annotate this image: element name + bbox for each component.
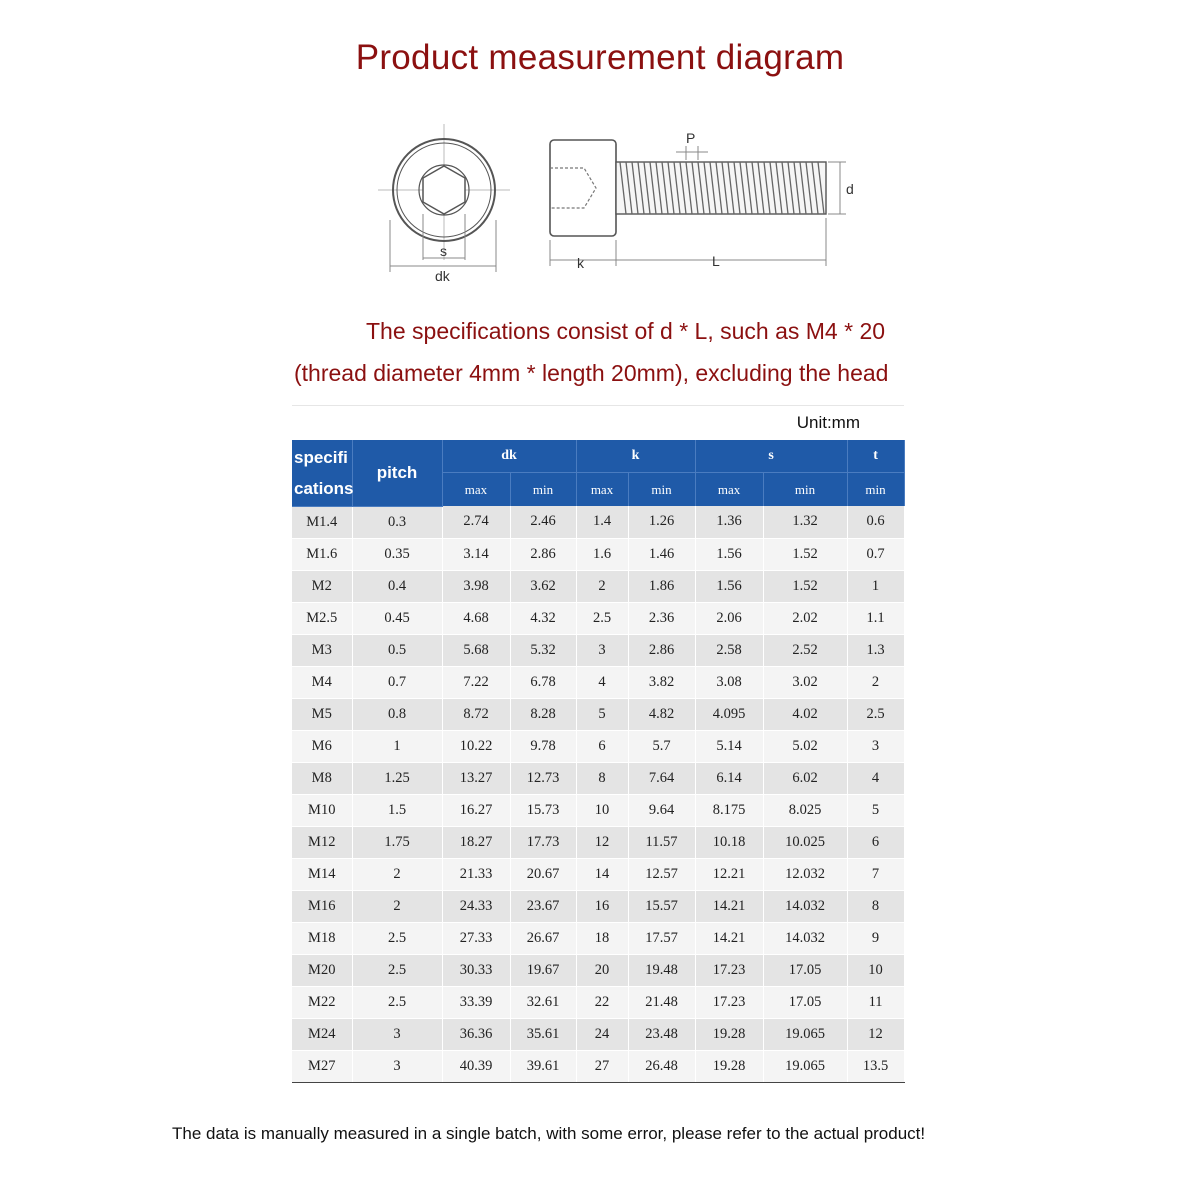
table-cell: M4 xyxy=(292,666,352,698)
table-cell: 4.82 xyxy=(628,698,695,730)
spec-table xyxy=(292,440,905,1083)
header-dk: dk xyxy=(442,440,576,473)
table-cell: 17.73 xyxy=(510,826,576,858)
table-row xyxy=(292,826,904,858)
spec-description-line-2: (thread diameter 4mm * length 20mm), excluding the head xyxy=(294,360,889,386)
table-cell: 14.21 xyxy=(695,922,763,954)
table-cell: 6 xyxy=(576,730,628,762)
table-row xyxy=(292,602,904,634)
table-cell: 10.025 xyxy=(763,826,847,858)
table-cell: 24 xyxy=(576,1018,628,1050)
table-cell: M8 xyxy=(292,762,352,794)
table-cell: 14.21 xyxy=(695,890,763,922)
table-row xyxy=(292,1050,904,1082)
table-cell: 3.08 xyxy=(695,666,763,698)
table-cell: 5 xyxy=(576,698,628,730)
table-cell: 3.02 xyxy=(763,666,847,698)
spec-table-body xyxy=(292,506,904,1082)
table-cell: 18 xyxy=(576,922,628,954)
subheader-cell: max xyxy=(695,473,763,507)
header-specifications: specifi cations xyxy=(292,440,352,506)
table-cell: 16 xyxy=(576,890,628,922)
table-cell: 1.25 xyxy=(352,762,442,794)
table-cell: 2.58 xyxy=(695,634,763,666)
table-cell: 4.095 xyxy=(695,698,763,730)
table-cell: 5.02 xyxy=(763,730,847,762)
table-cell: M24 xyxy=(292,1018,352,1050)
table-row xyxy=(292,506,904,538)
table-cell: 12 xyxy=(576,826,628,858)
table-cell: 3 xyxy=(847,730,904,762)
table-cell: 21.33 xyxy=(442,858,510,890)
table-cell: 2.5 xyxy=(352,922,442,954)
table-cell: M22 xyxy=(292,986,352,1018)
label-p: P xyxy=(686,130,696,146)
table-cell: 8 xyxy=(847,890,904,922)
table-cell: 2.5 xyxy=(352,986,442,1018)
table-row xyxy=(292,1018,904,1050)
table-cell: 19.48 xyxy=(628,954,695,986)
table-cell: 2.02 xyxy=(763,602,847,634)
table-cell: 1.6 xyxy=(576,538,628,570)
table-cell: 0.35 xyxy=(352,538,442,570)
table-cell: 10.22 xyxy=(442,730,510,762)
table-row xyxy=(292,762,904,794)
table-cell: M20 xyxy=(292,954,352,986)
table-cell: 5.32 xyxy=(510,634,576,666)
label-d: d xyxy=(846,181,854,197)
table-cell: 3.14 xyxy=(442,538,510,570)
table-row xyxy=(292,922,904,954)
table-cell: 0.7 xyxy=(847,538,904,570)
subheader-cell: max xyxy=(442,473,510,507)
table-cell: 35.61 xyxy=(510,1018,576,1050)
table-cell: 23.48 xyxy=(628,1018,695,1050)
bolt-measurement-diagram xyxy=(370,110,870,300)
table-cell: 8.28 xyxy=(510,698,576,730)
label-dk: dk xyxy=(435,268,450,284)
table-cell: 17.23 xyxy=(695,986,763,1018)
table-cell: 0.5 xyxy=(352,634,442,666)
table-cell: 17.57 xyxy=(628,922,695,954)
table-row xyxy=(292,698,904,730)
table-cell: 2.06 xyxy=(695,602,763,634)
table-cell: 22 xyxy=(576,986,628,1018)
table-cell: 4.68 xyxy=(442,602,510,634)
table-cell: 36.36 xyxy=(442,1018,510,1050)
table-cell: 5.7 xyxy=(628,730,695,762)
table-cell: 9.64 xyxy=(628,794,695,826)
table-cell: 10.18 xyxy=(695,826,763,858)
table-cell: 17.05 xyxy=(763,986,847,1018)
table-cell: 1.4 xyxy=(576,506,628,538)
table-cell: 12.032 xyxy=(763,858,847,890)
table-cell: 8 xyxy=(576,762,628,794)
table-cell: 2 xyxy=(352,858,442,890)
unit-row xyxy=(292,406,904,440)
table-cell: 5.14 xyxy=(695,730,763,762)
table-cell: 6.78 xyxy=(510,666,576,698)
table-cell: 0.3 xyxy=(352,506,442,538)
table-cell: 18.27 xyxy=(442,826,510,858)
table-cell: 3 xyxy=(352,1018,442,1050)
table-cell: 1.56 xyxy=(695,538,763,570)
table-row xyxy=(292,634,904,666)
table-cell: 11.57 xyxy=(628,826,695,858)
table-cell: 1 xyxy=(352,730,442,762)
table-cell: 3.82 xyxy=(628,666,695,698)
table-cell: 15.73 xyxy=(510,794,576,826)
header-s: s xyxy=(695,440,847,473)
subheader-cell: min xyxy=(628,473,695,507)
table-cell: 8.175 xyxy=(695,794,763,826)
table-cell: M27 xyxy=(292,1050,352,1082)
table-cell: 1.56 xyxy=(695,570,763,602)
table-cell: M10 xyxy=(292,794,352,826)
table-cell: 1.1 xyxy=(847,602,904,634)
subheader-cell: min xyxy=(847,473,904,507)
table-cell: M6 xyxy=(292,730,352,762)
table-cell: 13.5 xyxy=(847,1050,904,1082)
table-cell: 17.05 xyxy=(763,954,847,986)
table-cell: 13.27 xyxy=(442,762,510,794)
table-cell: M3 xyxy=(292,634,352,666)
table-cell: 20.67 xyxy=(510,858,576,890)
table-cell: 3.62 xyxy=(510,570,576,602)
table-cell: 3 xyxy=(352,1050,442,1082)
table-cell: 2 xyxy=(847,666,904,698)
table-cell: 16.27 xyxy=(442,794,510,826)
table-cell: M1.6 xyxy=(292,538,352,570)
table-cell: 0.45 xyxy=(352,602,442,634)
table-cell: 19.28 xyxy=(695,1018,763,1050)
table-cell: 4.32 xyxy=(510,602,576,634)
table-cell: 12.57 xyxy=(628,858,695,890)
table-cell: 0.7 xyxy=(352,666,442,698)
table-cell: 1.52 xyxy=(763,570,847,602)
table-cell: 9.78 xyxy=(510,730,576,762)
table-cell: 33.39 xyxy=(442,986,510,1018)
table-cell: 1.32 xyxy=(763,506,847,538)
table-cell: 6 xyxy=(847,826,904,858)
table-row xyxy=(292,538,904,570)
label-s: s xyxy=(440,243,447,259)
table-cell: 2.36 xyxy=(628,602,695,634)
table-cell: 10 xyxy=(847,954,904,986)
table-cell: 4.02 xyxy=(763,698,847,730)
table-row xyxy=(292,666,904,698)
header-t: t xyxy=(847,440,904,473)
table-cell: 12 xyxy=(847,1018,904,1050)
table-cell: 2.5 xyxy=(576,602,628,634)
page-title: Product measurement diagram xyxy=(355,38,845,77)
table-cell: 19.065 xyxy=(763,1018,847,1050)
table-cell: 6.14 xyxy=(695,762,763,794)
table-cell: 26.67 xyxy=(510,922,576,954)
table-cell: 2.46 xyxy=(510,506,576,538)
table-cell: 40.39 xyxy=(442,1050,510,1082)
table-row xyxy=(292,794,904,826)
table-cell: 2.74 xyxy=(442,506,510,538)
table-row xyxy=(292,858,904,890)
table-cell: 23.67 xyxy=(510,890,576,922)
table-cell: 6.02 xyxy=(763,762,847,794)
table-cell: 1.75 xyxy=(352,826,442,858)
table-cell: M5 xyxy=(292,698,352,730)
table-cell: 14 xyxy=(576,858,628,890)
table-cell: 0.6 xyxy=(847,506,904,538)
table-cell: 19.67 xyxy=(510,954,576,986)
table-cell: 2.5 xyxy=(847,698,904,730)
table-cell: 12.73 xyxy=(510,762,576,794)
table-cell: 1.86 xyxy=(628,570,695,602)
table-cell: 7.64 xyxy=(628,762,695,794)
table-cell: 4 xyxy=(576,666,628,698)
table-cell: 1.36 xyxy=(695,506,763,538)
subheader-cell: min xyxy=(510,473,576,507)
disclaimer-note: The data is manually measured in a single batch, with some error, please refer to the actual product! xyxy=(172,1124,926,1143)
table-cell: 2 xyxy=(576,570,628,602)
table-cell: 0.4 xyxy=(352,570,442,602)
table-cell: 32.61 xyxy=(510,986,576,1018)
table-cell: 1 xyxy=(847,570,904,602)
table-cell: 21.48 xyxy=(628,986,695,1018)
label-l: L xyxy=(712,253,720,269)
spec-table-container xyxy=(292,405,904,1083)
table-cell: 2 xyxy=(352,890,442,922)
table-cell: 2.86 xyxy=(510,538,576,570)
table-cell: M16 xyxy=(292,890,352,922)
table-cell: M2 xyxy=(292,570,352,602)
table-cell: 11 xyxy=(847,986,904,1018)
table-row xyxy=(292,954,904,986)
table-cell: 7 xyxy=(847,858,904,890)
table-cell: 4 xyxy=(847,762,904,794)
table-cell: 20 xyxy=(576,954,628,986)
table-cell: 1.5 xyxy=(352,794,442,826)
table-row xyxy=(292,986,904,1018)
subheader-cell: min xyxy=(763,473,847,507)
table-cell: 19.28 xyxy=(695,1050,763,1082)
table-cell: 30.33 xyxy=(442,954,510,986)
table-cell: 26.48 xyxy=(628,1050,695,1082)
table-cell: M12 xyxy=(292,826,352,858)
table-cell: M2.5 xyxy=(292,602,352,634)
table-row xyxy=(292,570,904,602)
table-cell: 0.8 xyxy=(352,698,442,730)
table-cell: 1.52 xyxy=(763,538,847,570)
unit-label: Unit:mm xyxy=(796,413,860,432)
header-k: k xyxy=(576,440,695,473)
table-cell: 14.032 xyxy=(763,890,847,922)
table-cell: 1.3 xyxy=(847,634,904,666)
table-cell: M1.4 xyxy=(292,506,352,538)
table-cell: 5.68 xyxy=(442,634,510,666)
table-cell: M14 xyxy=(292,858,352,890)
table-cell: 9 xyxy=(847,922,904,954)
table-cell: 17.23 xyxy=(695,954,763,986)
table-cell: 1.46 xyxy=(628,538,695,570)
table-cell: 15.57 xyxy=(628,890,695,922)
table-cell: 3.98 xyxy=(442,570,510,602)
table-cell: 3 xyxy=(576,634,628,666)
table-cell: 2.52 xyxy=(763,634,847,666)
table-cell: 8.72 xyxy=(442,698,510,730)
table-cell: 2.5 xyxy=(352,954,442,986)
table-cell: 5 xyxy=(847,794,904,826)
table-row xyxy=(292,730,904,762)
table-cell: 19.065 xyxy=(763,1050,847,1082)
spec-description-line-1: The specifications consist of d * L, such as M4 * 20 xyxy=(366,318,886,344)
table-cell: 8.025 xyxy=(763,794,847,826)
table-cell: 39.61 xyxy=(510,1050,576,1082)
table-cell: 27 xyxy=(576,1050,628,1082)
table-cell: 1.26 xyxy=(628,506,695,538)
subheader-cell: max xyxy=(576,473,628,507)
header-pitch: pitch xyxy=(352,440,442,506)
table-cell: 27.33 xyxy=(442,922,510,954)
table-cell: M18 xyxy=(292,922,352,954)
table-cell: 10 xyxy=(576,794,628,826)
label-k: k xyxy=(577,255,584,271)
table-row xyxy=(292,890,904,922)
table-cell: 7.22 xyxy=(442,666,510,698)
table-cell: 14.032 xyxy=(763,922,847,954)
table-cell: 12.21 xyxy=(695,858,763,890)
bolt-side-view xyxy=(550,140,846,266)
table-cell: 24.33 xyxy=(442,890,510,922)
table-cell: 2.86 xyxy=(628,634,695,666)
